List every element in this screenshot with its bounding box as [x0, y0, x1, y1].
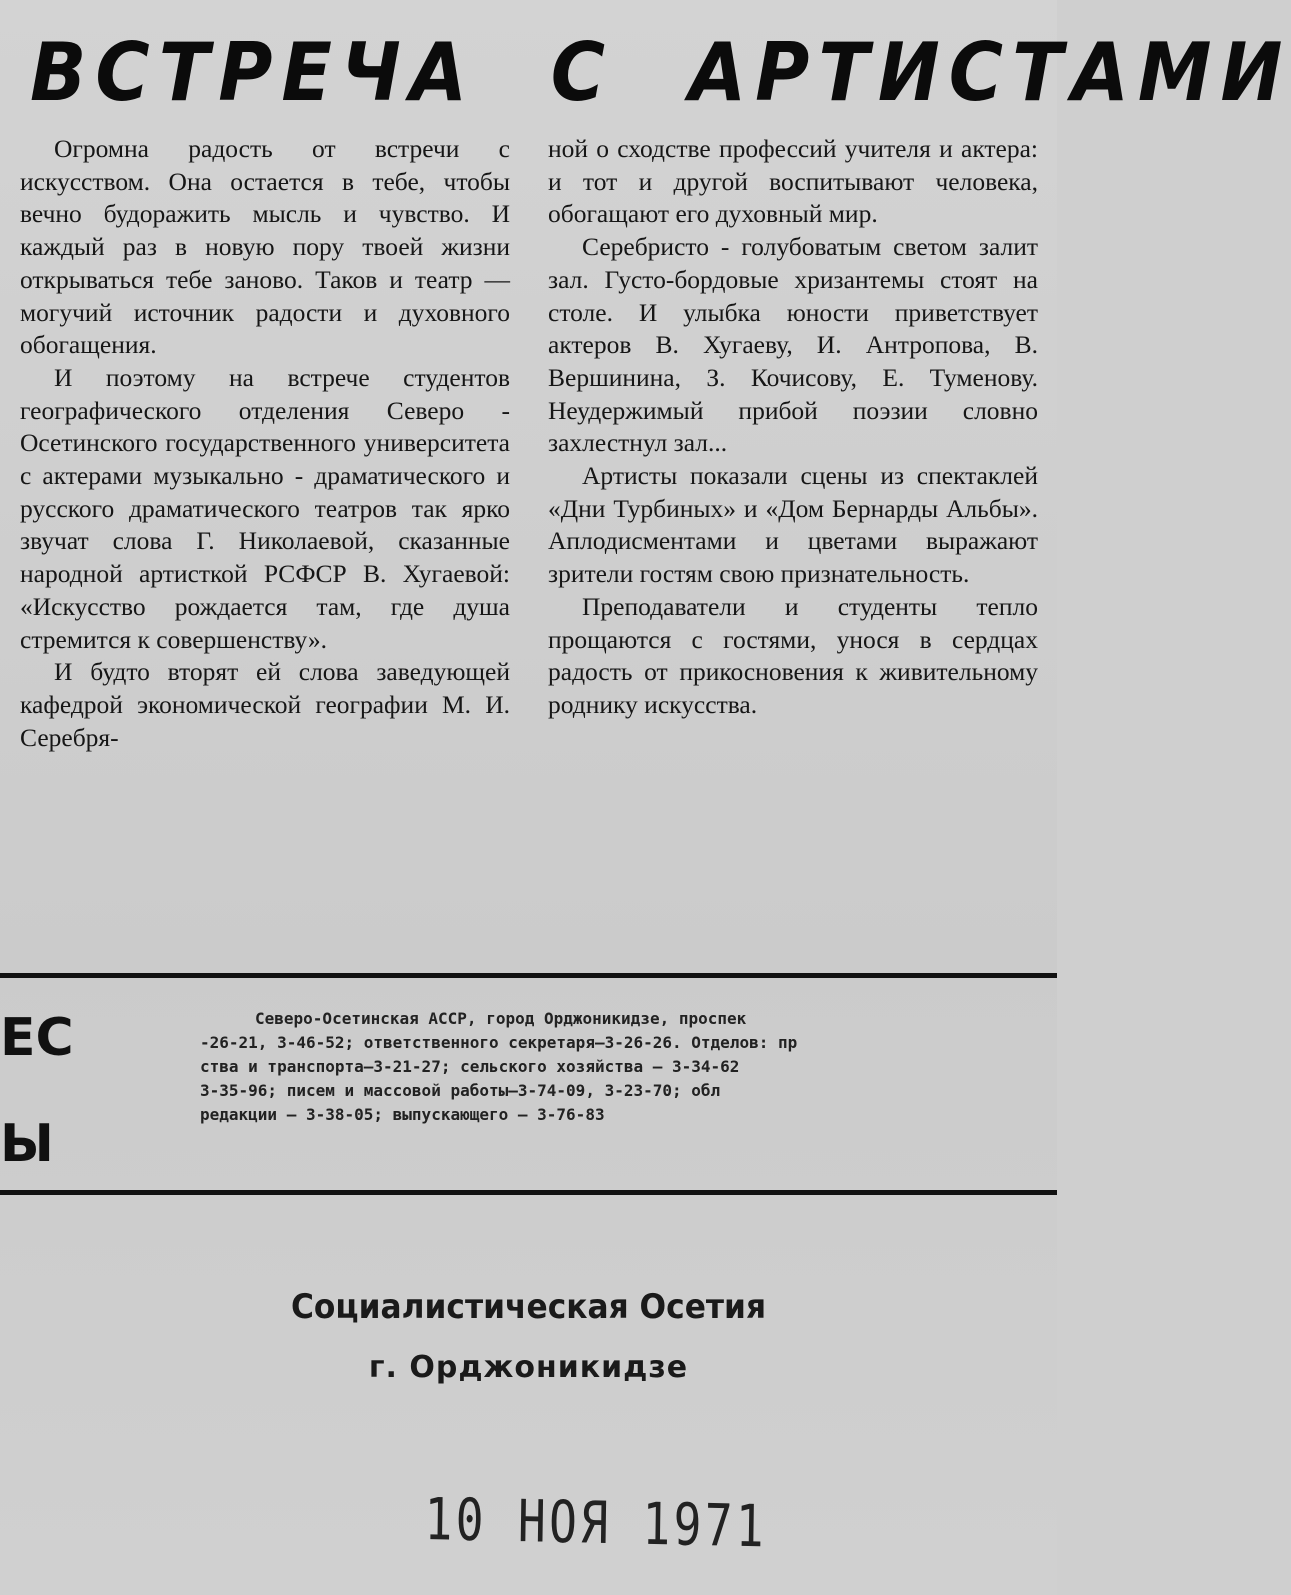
article-headline: ВСТРЕЧА С АРТИСТАМИ	[30, 26, 1291, 120]
article-column-left	[20, 133, 510, 754]
imprint-line: редакции — 3-38-05; выпускающего — 3-76-83	[200, 1105, 605, 1124]
imprint-line: 3-35-96; писем и массовой работы—3-74-09, 3-23-70; обл	[200, 1081, 721, 1100]
masthead-fragment-bottom: Ы	[0, 1114, 54, 1174]
imprint-line: -26-21, 3-46-52; ответственного секретаря—3-26-26. Отделов: пр	[200, 1033, 798, 1052]
paragraph: И поэтому на встрече студентов географического отделения Северо - Осетинского государственного университета с актерами музыкально - драматического и русского драматического театров так ярко звучат слова Г. Николаевой, сказанные народной артисткой РСФСР В. Хугаевой: «Искусство рождается там, где душа стремится к совершенству».	[20, 362, 510, 654]
date-stamp: 10 НОЯ 1971	[424, 1485, 768, 1561]
masthead-rule-bottom	[0, 1190, 1057, 1195]
paragraph: И будто вторят ей слова заведующей кафедрой экономической географии М. И. Серебря-	[20, 657, 510, 752]
imprint-line: Северо-Осетинская АССР, город Орджоникидзе, проспек	[255, 1009, 747, 1028]
paragraph: Преподаватели и студенты тепло прощаются с гостями, унося в сердцах радость от прикосновения к живительному роднику искусства.	[548, 591, 1038, 719]
paragraph: Огромна радость от встречи с искусством. Она остается в тебе, чтобы вечно будоражить мысль и чувство. И каждый раз в новую пору твоей жизни открываться тебе заново. Таков и театр — могучий источник радости и духовного обогащения.	[20, 134, 510, 360]
masthead-fragment-top: ЕС	[0, 1008, 74, 1068]
source-city-stamp: г. Орджоникидзе	[368, 1350, 689, 1385]
paragraph: Артисты показали сцены из спектаклей «Дни Турбиных» и «Дом Бернарды Альбы». Аплодисментами и цветами выражают зрители гостям свою признательность.	[548, 461, 1038, 589]
paragraph: Серебристо - голубоватым светом залит зал. Густо-бордовые хризантемы стоят на столе. И улыбка юности приветствует актеров В. Хугаеву, И. Антропова, В. Вершинина, З. Кочисову, Е. Туменову. Неудержимый прибой поэзии словно захлестнул зал...	[548, 232, 1038, 458]
imprint-line: ства и транспорта—3-21-27; сельского хозяйства — 3-34-62	[200, 1057, 740, 1076]
source-newspaper-stamp: Социалистическая Осетия	[290, 1287, 767, 1327]
editorial-imprint	[200, 1007, 1057, 1127]
masthead-rule-top	[0, 973, 1057, 978]
article-column-right	[548, 133, 1038, 722]
paragraph: ной о сходстве профессий учителя и актера: и тот и другой воспитывают человека, обогащают его духовный мир.	[548, 134, 1038, 229]
